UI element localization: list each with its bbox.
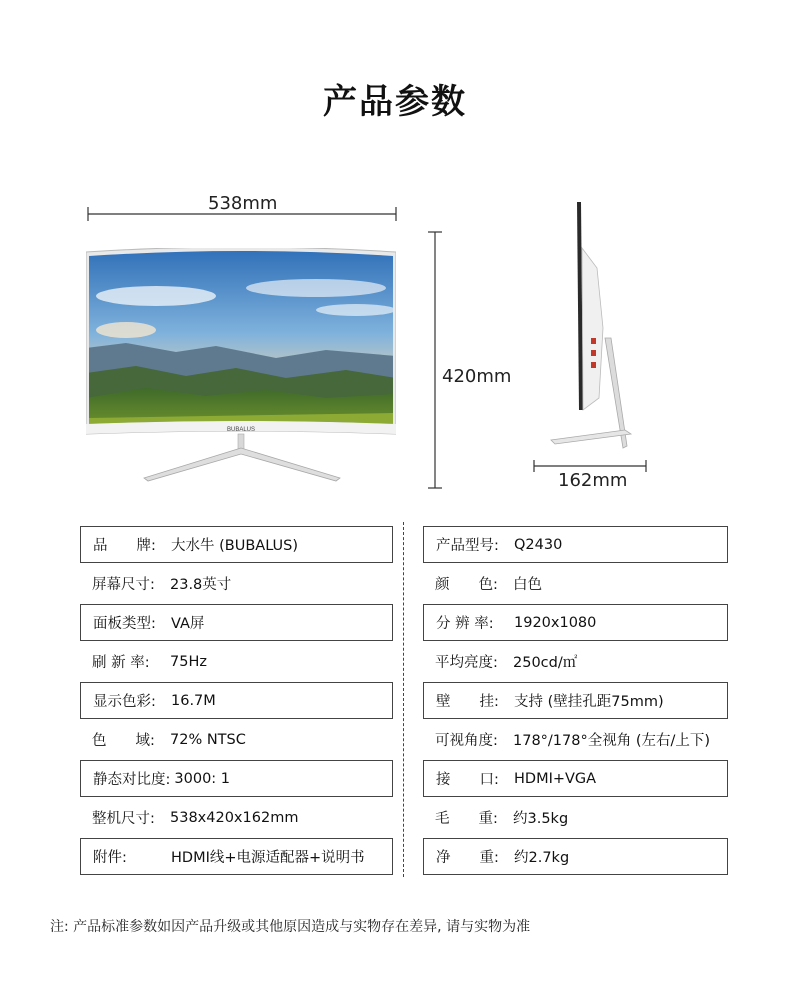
spec-row — [80, 682, 393, 719]
spec-value: 178°/178°全视角 (左右/上下) — [513, 733, 711, 749]
spec-value: 538x420x162mm — [170, 809, 299, 826]
depth-label: 162mm — [558, 470, 628, 491]
spec-value: 约2.7kg — [514, 850, 570, 866]
spec-row — [423, 838, 728, 875]
spec-value: 大水牛 (BUBALUS) — [171, 538, 299, 554]
spec-value: 250cd/㎡ — [513, 655, 578, 671]
spec-value: Q2430 — [514, 536, 563, 553]
spec-row — [423, 721, 728, 758]
spec-label: 刷 新 率: — [92, 655, 150, 671]
spec-label: 面板类型: — [93, 616, 156, 632]
spec-label: 产品型号: — [436, 538, 499, 554]
spec-label: 可视角度: — [435, 733, 498, 749]
spec-row — [423, 799, 728, 836]
spec-row — [423, 760, 728, 797]
spec-row — [80, 760, 393, 797]
spec-label: 接 口: — [436, 772, 499, 788]
spec-row — [80, 526, 393, 563]
spec-label: 平均亮度: — [435, 655, 498, 671]
spec-label: 颜 色: — [435, 577, 498, 593]
spec-label: 附件: — [93, 850, 127, 866]
spec-value: 约3.5kg — [513, 811, 569, 827]
spec-value: 23.8英寸 — [170, 577, 232, 593]
spec-row — [80, 643, 393, 680]
spec-row — [80, 565, 393, 602]
spec-value: 16.7M — [171, 692, 216, 709]
spec-row — [80, 604, 393, 641]
spec-value: 白色 — [513, 577, 542, 593]
spec-value: VA屏 — [171, 616, 205, 632]
spec-label: 整机尺寸: — [92, 811, 155, 827]
spec-value: 支持 (壁挂孔距75mm) — [514, 694, 664, 710]
monitor-side-image — [545, 198, 645, 454]
height-label: 420mm — [442, 366, 512, 387]
spec-label: 屏幕尺寸: — [92, 577, 155, 593]
spec-label: 色 域: — [92, 733, 155, 749]
spec-label: 分 辨 率: — [436, 616, 494, 632]
spec-value: 75Hz — [170, 653, 207, 670]
spec-label: 静态对比度: — [93, 772, 171, 788]
spec-row — [423, 526, 728, 563]
spec-value: HDMI线+电源适配器+说明书 — [171, 850, 365, 866]
spec-row — [80, 799, 393, 836]
spec-label: 净 重: — [436, 850, 499, 866]
spec-value: HDMI+VGA — [514, 770, 597, 787]
spec-value: 72% NTSC — [170, 731, 246, 748]
spec-label: 毛 重: — [435, 811, 498, 827]
spec-row — [80, 838, 393, 875]
spec-value: 3000: 1 — [174, 770, 231, 787]
spec-row — [423, 604, 728, 641]
spec-value: 1920x1080 — [514, 614, 597, 631]
monitor-front-image — [86, 248, 396, 484]
spec-row — [423, 643, 728, 680]
height-dimension-line — [425, 228, 445, 492]
spec-row — [423, 565, 728, 602]
spec-label: 显示色彩: — [93, 694, 156, 710]
footnote: 注: 产品标准参数如因产品升级或其他原因造成与实物存在差异, 请与实物为准 — [50, 919, 531, 935]
spec-row — [80, 721, 393, 758]
page-title: 产品参数 — [323, 82, 467, 122]
spec-row — [423, 682, 728, 719]
spec-label: 品 牌: — [93, 538, 156, 554]
brand-logo: BUBALUS — [226, 427, 256, 433]
spec-label: 壁 挂: — [436, 694, 499, 710]
width-label: 538mm — [208, 193, 278, 214]
spec-divider — [403, 522, 404, 877]
